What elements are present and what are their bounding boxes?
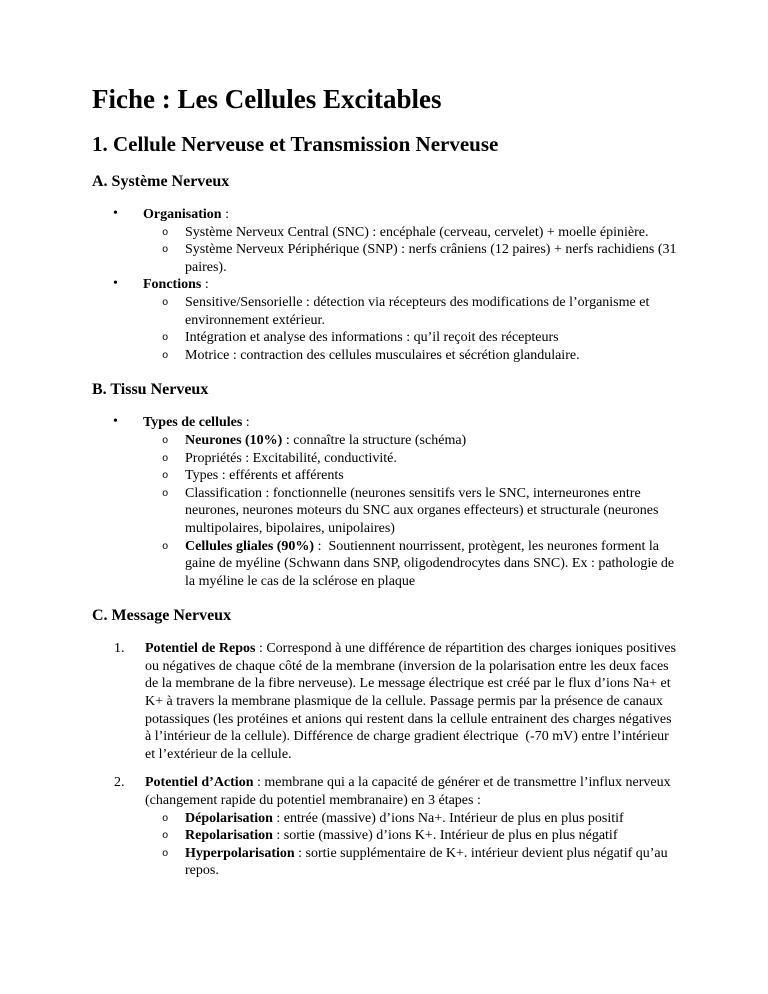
subitem-body: : connaître la structure (schéma) <box>282 432 467 448</box>
list-subitem-proprietes <box>92 450 682 468</box>
list-subitem-hyperpolarisation <box>92 845 682 880</box>
list-subitem-neurones <box>92 432 682 450</box>
term-potentiel-action: Potentiel d’Action <box>145 775 254 791</box>
list-subitem-text <box>185 810 682 828</box>
list-subitem-text: Intégration et analyse des informations : qu’il reçoit des récepteurs <box>185 330 559 346</box>
subitem-body: : Soutiennent nourrissent, protègent, les neurones forment la gaine de myéline (Schwann dans SNP, oligodendrocytes dans SNC). Ex : pathologie de la myéline le cas de la sclérose en plaque <box>185 538 678 589</box>
list-item-organisation <box>92 206 682 224</box>
subitem-body: : entrée (massive) d’ions Na+. Intérieur de plus en plus positif <box>272 810 624 826</box>
bullet-icon: • <box>113 206 118 221</box>
circle-bullet-icon: o <box>162 349 169 362</box>
section-c-heading: C. Message Nerveux <box>92 607 232 625</box>
section-c-numbered-list <box>92 640 682 880</box>
term-organisation: Organisation <box>143 207 222 222</box>
list-item-types-cellules <box>92 414 682 432</box>
circle-bullet-icon: o <box>162 487 169 500</box>
circle-bullet-icon: o <box>162 226 169 239</box>
list-subitem-integration <box>92 329 682 347</box>
term-potentiel-repos: Potentiel de Repos <box>145 641 256 657</box>
section-b-heading: B. Tissu Nerveux <box>92 381 209 399</box>
bullet-icon: • <box>113 276 118 292</box>
term-suffix: : <box>201 277 209 293</box>
circle-bullet-icon: o <box>162 244 169 257</box>
item-body: : Correspond à une différence de répartition des charges ioniques positives ou négatives de chaque côté de la membrane (inversion de la polarisation entre les deux faces de la membrane de la fibre nerveuse). Le message électrique est créé par le flux d’ions Na+ et K+ à travers la membrane plasmique de la cellule. Passage permis par la présence de canaux potassiques (les protéines et anions qui restent dans la cellule entrainent des charges négatives à l’intérieur de la cellule). Différence de charge gradient électrique (-70 mV) entre l’intérieur et l’extérieur de la cellule. <box>145 641 680 762</box>
list-subitem-text <box>185 450 682 468</box>
list-subitem-depolarisation <box>92 810 682 828</box>
list-subitem-motrice <box>92 347 682 365</box>
list-subitem-classification <box>92 485 682 538</box>
circle-bullet-icon: o <box>162 332 169 345</box>
numbered-item-potentiel-repos <box>92 640 682 763</box>
subitem-body: Types : efférents et afférents <box>185 468 344 484</box>
list-subitem-types <box>92 467 682 485</box>
circle-bullet-icon: o <box>162 830 169 843</box>
item-number: 2. <box>114 775 125 791</box>
item-body: : membrane qui a la capacité de générer et de transmettre l’influx nerveux (changement rapide du potentiel membranaire) en 3 étapes : <box>145 775 675 809</box>
list-item-fonctions <box>92 276 682 294</box>
circle-bullet-icon: o <box>162 452 169 465</box>
list-subitem-snc <box>92 224 682 242</box>
section-1-heading: 1. Cellule Nerveuse et Transmission Nerveuse <box>92 132 499 156</box>
term-repolarisation: Repolarisation <box>185 828 273 844</box>
list-subitem-text: Système Nerveux Central (SNC) : encéphale (cerveau, cervelet) + moelle épinière. <box>185 224 649 240</box>
section-a-list <box>92 206 682 364</box>
term-fonctions: Fonctions <box>143 277 202 293</box>
list-subitem-repolarisation <box>92 827 682 845</box>
list-subitem-text <box>185 845 682 880</box>
bullet-icon: • <box>113 414 118 430</box>
list-subitem-cellules-gliales <box>92 538 682 591</box>
term-hyperpolarisation: Hyperpolarisation <box>185 845 295 861</box>
list-subitem-text: Système Nerveux Périphérique (SNP) : nerfs crâniens (12 paires) + nerfs rachidiens (31 paires). <box>185 242 681 275</box>
subitem-body: Propriétés : Excitabilité, conductivité. <box>185 450 397 466</box>
subitem-body: : sortie supplémentaire de K+. intérieur devient plus négatif qu’au repos. <box>185 845 672 879</box>
circle-bullet-icon: o <box>162 847 169 860</box>
list-item-text <box>143 276 682 294</box>
numbered-item-text <box>145 774 682 809</box>
term-suffix: : <box>221 207 229 222</box>
term-depolarisation: Dépolarisation <box>185 810 273 826</box>
section-b-list <box>92 414 682 590</box>
term-types-cellules: Types de cellules <box>143 415 243 431</box>
list-subitem-snp <box>92 241 682 276</box>
list-subitem-text <box>185 432 682 450</box>
list-item-text <box>143 414 682 432</box>
numbered-item-potentiel-action <box>92 774 682 809</box>
numbered-item-text <box>145 640 682 763</box>
circle-bullet-icon: o <box>162 470 169 483</box>
list-subitem-text <box>185 827 682 845</box>
section-a-heading: A. Système Nerveux <box>92 173 230 190</box>
subitem-body: : sortie (massive) d’ions K+. Intérieur de plus en plus négatif <box>272 828 618 844</box>
term-neurones: Neurones (10%) <box>185 432 283 448</box>
circle-bullet-icon: o <box>162 434 169 447</box>
list-subitem-sensitive <box>92 294 682 329</box>
list-subitem-text <box>185 538 682 591</box>
term-suffix: : <box>242 415 250 431</box>
list-subitem-text: Motrice : contraction des cellules musculaires et sécrétion glandulaire. <box>185 347 580 363</box>
subitem-body: Classification : fonctionnelle (neurones sensitifs vers le SNC, interneurones entre neurones, neurones moteurs du SNC aux organes effecteurs) et structurale (neurones multipolaires, bipolaires, unipolaires) <box>185 485 662 536</box>
document-title: Fiche : Les Cellules Excitables <box>92 84 442 114</box>
list-item-text <box>143 206 682 224</box>
circle-bullet-icon: o <box>162 812 169 825</box>
item-number: 1. <box>114 641 125 657</box>
term-cellules-gliales: Cellules gliales (90%) <box>185 538 315 554</box>
list-subitem-text: Sensitive/Sensorielle : détection via récepteurs des modifications de l’organisme et environnement extérieur. <box>185 294 653 328</box>
circle-bullet-icon: o <box>162 296 169 309</box>
list-subitem-text <box>185 485 682 538</box>
list-subitem-text <box>185 467 682 485</box>
circle-bullet-icon: o <box>162 540 169 553</box>
